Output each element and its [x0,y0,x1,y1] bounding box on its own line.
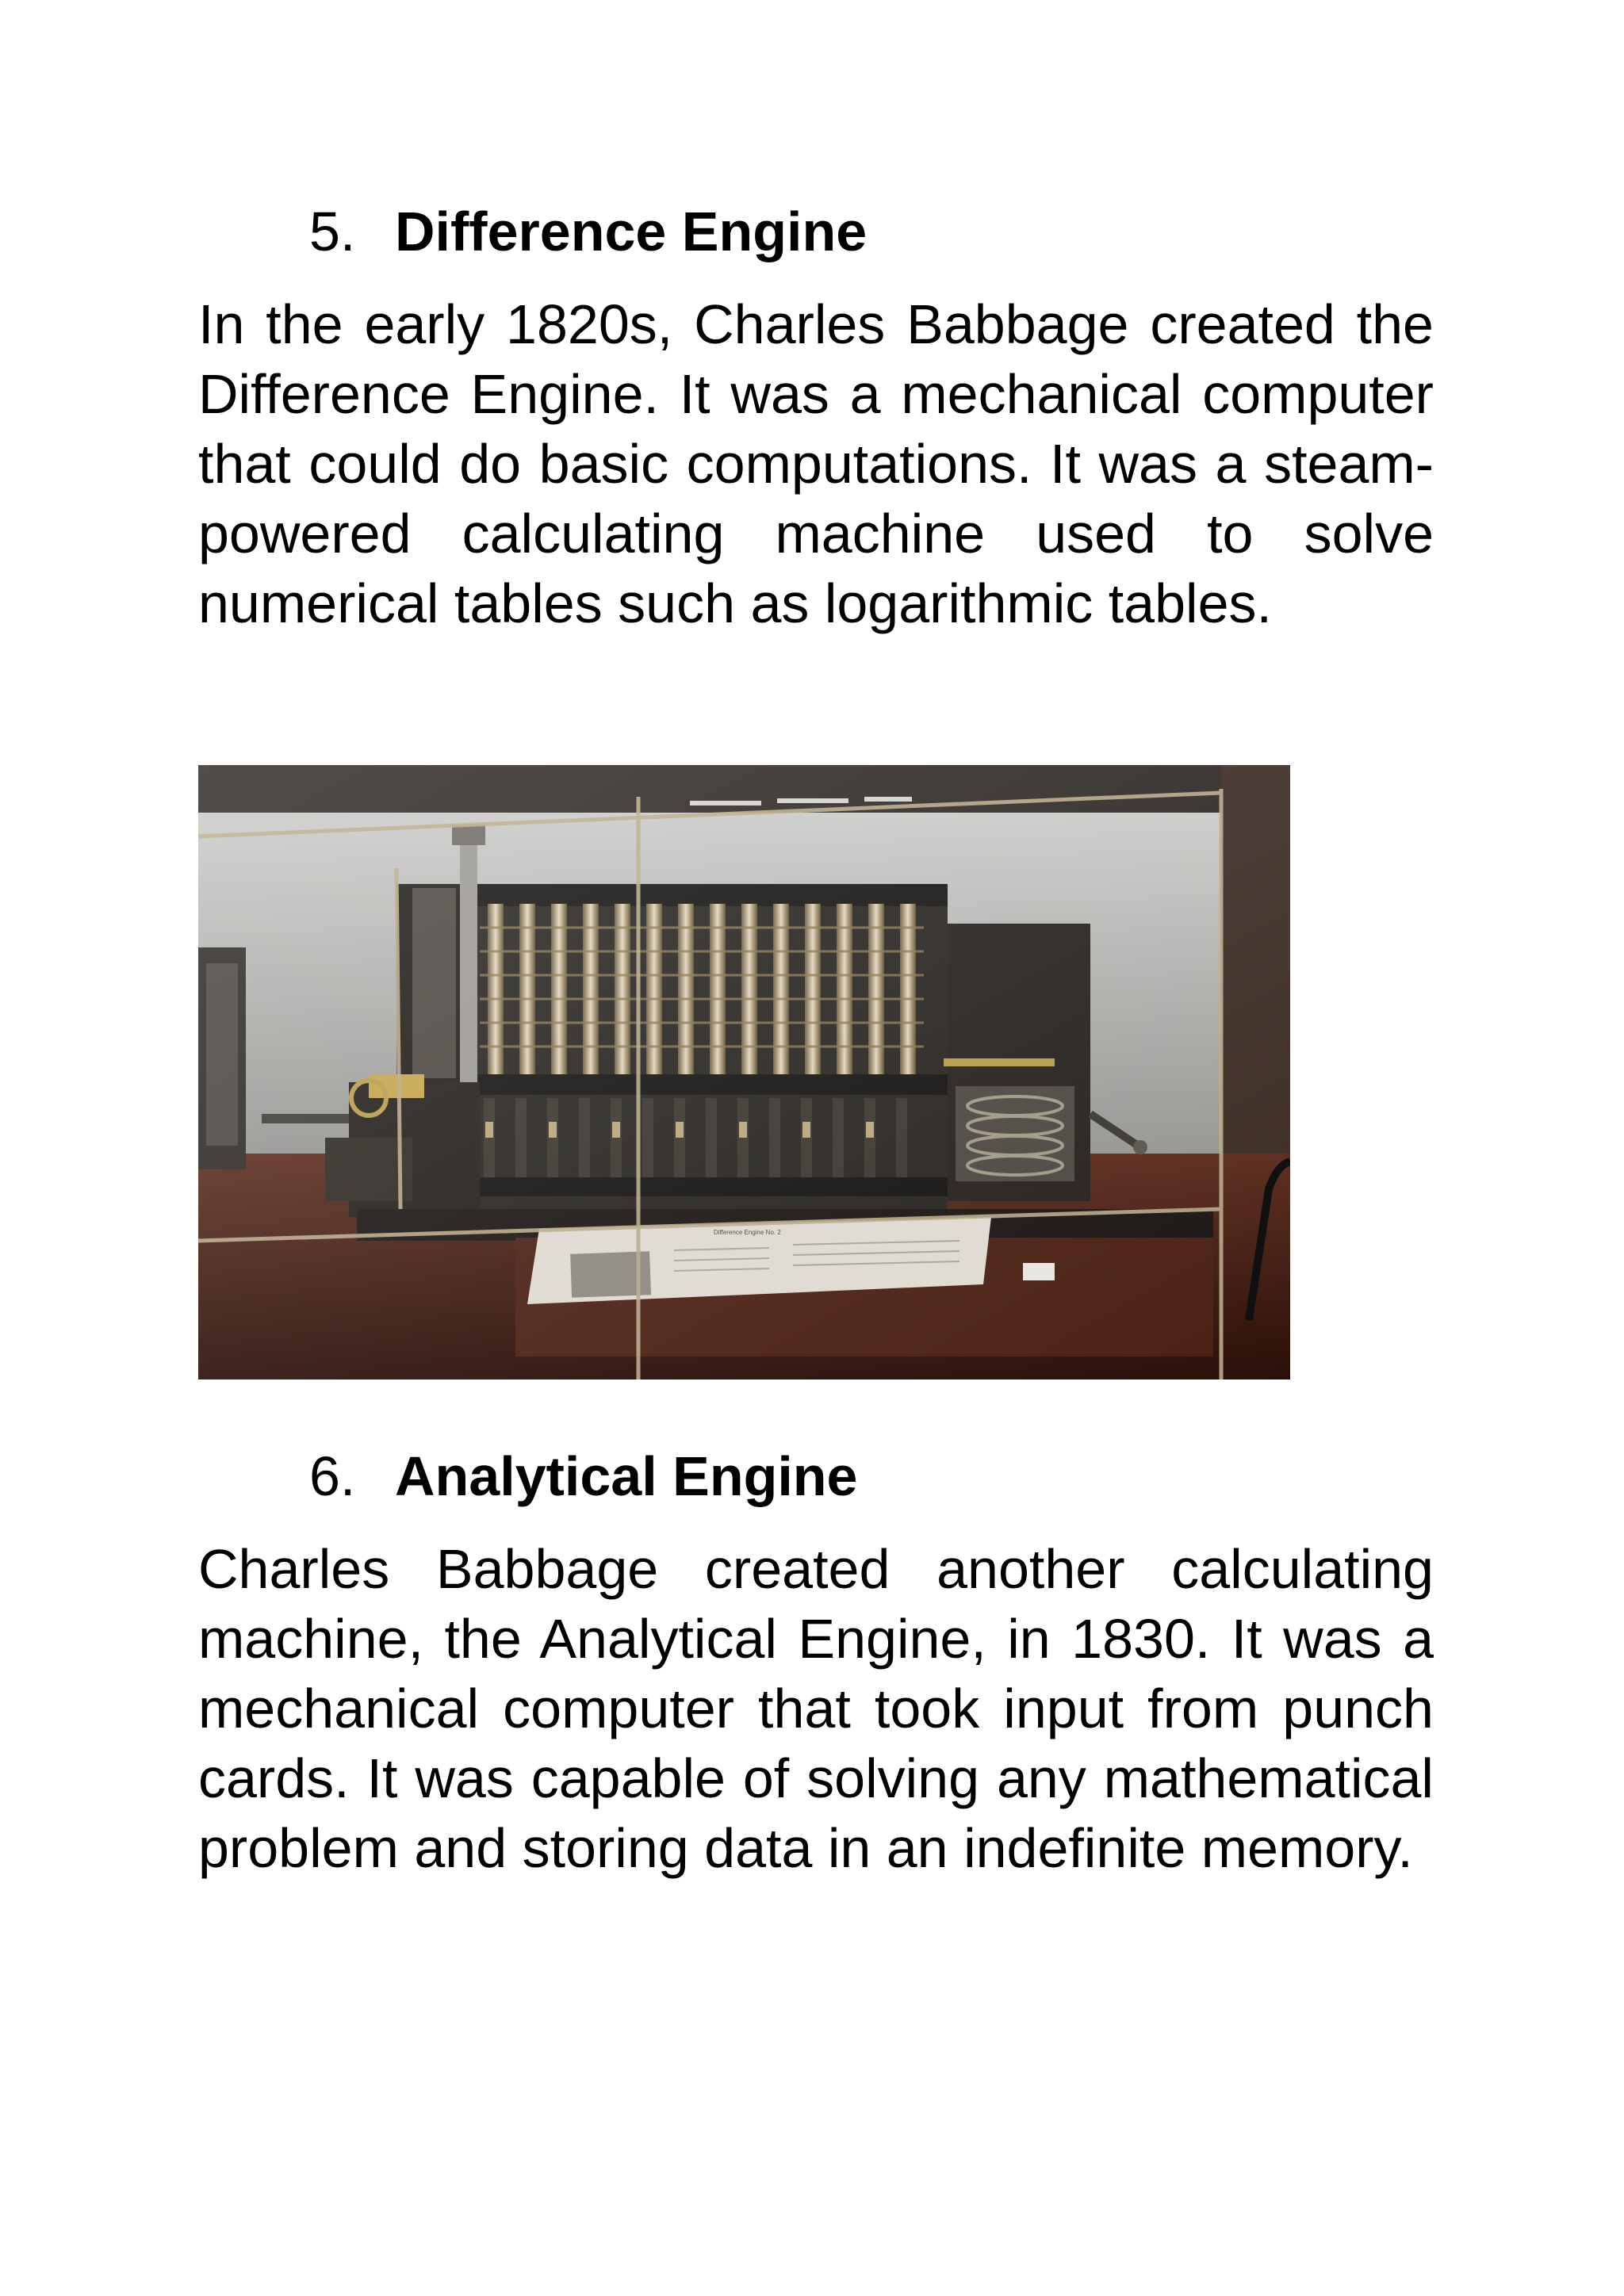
section-heading-difference-engine [309,200,867,263]
difference-engine-photo [198,765,1290,1380]
section-number: 5. [309,201,356,262]
section-title: Difference Engine [395,201,868,262]
section-paragraph-analytical-engine: Charles Babbage created another calculating machine, the Analytical Engine, in 1830. It was a mechanical computer that took input from punch cards. It was capable of solving any mathematical problem and storing data in an indefinite memory. [198,1538,1434,1879]
section-number: 6. [309,1445,356,1507]
section-paragraph-difference-engine: In the early 1820s, Charles Babbage created the Difference Engine. It was a mechanical computer that could do basic computations. It was a steam-powered calculating machine used to solve numerical tables such as logarithmic tables. [198,293,1434,634]
section-title: Analytical Engine [395,1445,858,1507]
section-heading-analytical-engine [309,1445,857,1508]
